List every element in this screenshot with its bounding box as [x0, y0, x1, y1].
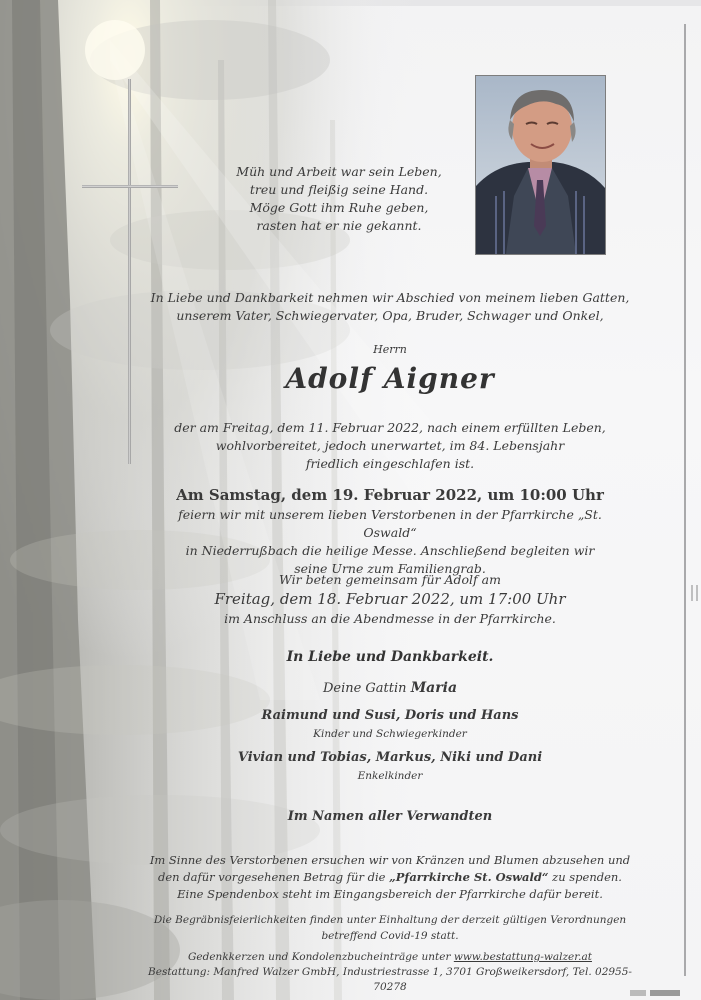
- memorial-poem: [214, 163, 464, 235]
- intro-text: [150, 289, 630, 325]
- wife-line: [150, 679, 630, 698]
- poem-line: rasten hat er nie gekannt.: [256, 218, 422, 233]
- donation-request: [140, 852, 640, 903]
- wife-name: Maria: [410, 680, 458, 696]
- donation-line: Eine Spendenbox steht im Eingangsbereich der Pfarrkirche dafür bereit.: [177, 887, 603, 901]
- prayer-line: im Anschluss an die Abendmesse in der Pfarrkirche.: [224, 611, 556, 626]
- website-link[interactable]: www.bestattung-walzer.at: [453, 951, 592, 963]
- donation-recipient: „Pfarrkirche St. Oswald“: [389, 870, 549, 884]
- footer: [140, 950, 640, 995]
- death-line: der am Freitag, dem 11. Februar 2022, nach einem erfüllten Leben,: [174, 420, 606, 435]
- funeral-line: in Niederrußbach die heilige Messe. Anschließend begleiten wir: [185, 543, 595, 558]
- donation-text: zu spenden.: [552, 870, 622, 884]
- prayer-info: [150, 571, 630, 628]
- crop-mark-icon: [690, 583, 700, 603]
- donation-line: Im Sinne des Verstorbenen ersuchen wir von Kränzen und Blumen abzusehen und: [149, 853, 631, 867]
- portrait-photo: [475, 75, 606, 255]
- poem-line: treu und fleißig seine Hand.: [249, 182, 429, 197]
- printer-mark-icon: [630, 989, 682, 997]
- cross-vertical-bar: [128, 79, 131, 464]
- funeral-line: feiern wir mit unserem lieben Verstorbenen in der Pfarrkirche „St. Oswald“: [178, 507, 602, 540]
- right-border-line: [684, 24, 686, 976]
- covid-line: Die Begräbnisfeierlichkeiten finden unter Einhaltung der derzeit gültigen Verordnungen: [153, 914, 627, 926]
- death-notice: [150, 419, 630, 473]
- footer-line: [140, 950, 640, 965]
- closing-words: In Liebe und Dankbarkeit.: [286, 649, 494, 665]
- footer-line: Bestattung: Manfred Walzer GmbH, Industriestrasse 1, 3701 Großweikersdorf, Tel. 02955-70278: [148, 966, 632, 993]
- prayer-date: Freitag, dem 18. Februar 2022, um 17:00 Uhr: [214, 590, 566, 608]
- funeral-line: seine Urne zum Familiengrab.: [294, 561, 486, 576]
- intro-line: unserem Vater, Schwiegervater, Opa, Bruder, Schwager und Onkel,: [176, 308, 604, 323]
- cross-horizontal-bar: [82, 185, 178, 188]
- donation-text: den dafür vorgesehenen Betrag für die: [158, 870, 386, 884]
- funeral-details: [150, 506, 630, 578]
- covid-notice: [140, 912, 640, 944]
- poem-line: Müh und Arbeit war sein Leben,: [236, 164, 442, 179]
- death-line: wohlvorbereitet, jedoch unerwartet, im 84. Lebensjahr: [215, 438, 565, 453]
- intro-line: In Liebe und Dankbarkeit nehmen wir Abschied von meinem lieben Gatten,: [150, 290, 630, 305]
- funeral-headline: Am Samstag, dem 19. Februar 2022, um 10:00 Uhr: [176, 486, 604, 504]
- children-names: Raimund und Susi, Doris und Hans: [261, 708, 519, 723]
- portrait-illustration: [476, 76, 605, 254]
- death-line: friedlich eingeschlafen ist.: [305, 456, 475, 471]
- relatives-line: Im Namen aller Verwandten: [287, 809, 493, 824]
- children-label: Kinder und Schwiegerkinder: [313, 728, 467, 740]
- grandchildren-names: Vivian und Tobias, Markus, Niki und Dani: [237, 750, 543, 765]
- covid-line: betreffend Covid-19 statt.: [321, 930, 459, 942]
- footer-text: Gedenkkerzen und Kondolenzbucheinträge unter: [188, 951, 451, 963]
- grandchildren-label: Enkelkinder: [357, 770, 423, 782]
- donation-line: [140, 869, 640, 886]
- wife-prefix: Deine Gattin: [322, 681, 407, 696]
- deceased-name: Adolf Aigner: [285, 362, 495, 395]
- salutation: Herrn: [373, 343, 407, 356]
- prayer-line: Wir beten gemeinsam für Adolf am: [279, 572, 501, 587]
- poem-line: Möge Gott ihm Ruhe geben,: [249, 200, 429, 215]
